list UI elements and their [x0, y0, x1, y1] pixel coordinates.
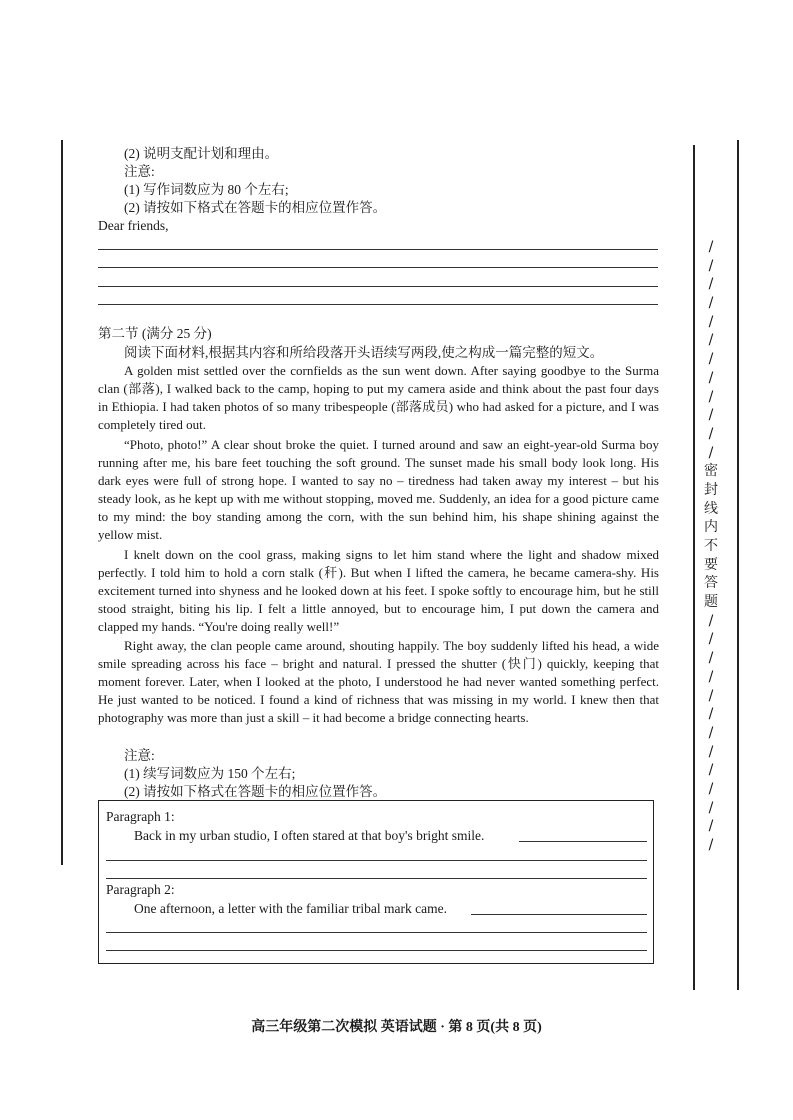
paragraph1-start: Back in my urban studio, I often stared at that boy's bright smile.: [134, 828, 485, 843]
binding-line-left: [693, 145, 695, 990]
seal-char: /: [708, 668, 714, 685]
seal-char: /: [708, 351, 714, 368]
seal-char: /: [708, 706, 714, 723]
seal-line-text: [701, 238, 721, 855]
seal-char: 不: [704, 538, 718, 554]
salutation: Dear friends,: [98, 218, 169, 233]
seal-char: 内: [704, 519, 718, 536]
section1-notes-label: 注意:: [124, 164, 155, 179]
paragraph1-label: Paragraph 1:: [106, 809, 175, 824]
writing-line: [98, 249, 658, 250]
story-paragraph-2: “Photo, photo!” A clear shout broke the quiet. I turned around and saw an eight-year-old Surma boy running after me, his bare feet touching the soft ground. The sunset made his small body look long. His dark eyes were full of strong hope. I wanted to say no – tiredness had taken away my interest – but his steady look, as he kept up with me without stopping, moved me. Suddenly, an idea for a good picture came to my mind: the boy standing among the corn, with the sun behind him, his shape shining against the yellow mist.: [98, 437, 659, 543]
answer-line: [106, 860, 647, 861]
seal-char: /: [708, 257, 714, 274]
section1-note1: (1) 写作词数应为 80 个左右;: [124, 182, 289, 197]
answer-line: [106, 932, 647, 933]
seal-char: /: [708, 407, 714, 424]
seal-char: /: [708, 313, 714, 330]
seal-char: 封: [704, 481, 718, 498]
section1-note2: (2) 请按如下格式在答题卡的相应位置作答。: [124, 200, 387, 215]
seal-char: /: [708, 444, 714, 461]
seal-char: /: [708, 295, 714, 312]
page-footer: 高三年级第二次模拟 英语试题 · 第 8 页(共 8 页): [251, 1020, 542, 1035]
answer-line: [519, 841, 647, 842]
seal-char: 要: [704, 556, 718, 573]
seal-char: /: [708, 780, 714, 797]
section1-item2: (2) 说明支配计划和理由。: [124, 146, 279, 161]
section2-notes-label: 注意:: [124, 748, 155, 763]
paragraph2-label: Paragraph 2:: [106, 882, 175, 897]
seal-char: /: [708, 724, 714, 741]
seal-char: 答: [704, 575, 718, 592]
seal-char: /: [708, 687, 714, 704]
seal-char: /: [708, 631, 714, 648]
seal-char: /: [708, 276, 714, 293]
answer-line: [106, 950, 647, 951]
story-paragraph-4: Right away, the clan people came around, shouting happily. The boy suddenly lifted his head, a wide smile spreading across his face – bright and natural. I pressed the shutter (快门) quickly, keeping that moment forever. Later, when I looked at the photo, I understood he had never wanted something perfect. He just wanted to be noticed. I found a kind of richness that was missing in my world. I knew then that photography was more than just a skill – it had become a bridge connecting hearts.: [98, 638, 659, 726]
story-paragraph-3: I knelt down on the cool grass, making signs to let him stand where the light and shadow mixed perfectly. I told him to hold a corn stalk (秆). But when I lifted the camera, he became camera-shy. His excitement turned into shyness and he looked down at his feet. I spoke softly to encourage him, but he still stood straight, biting his lip. I felt a little annoyed, but to encourage him, I put down the camera and clapped my hands. “You're doing really well!”: [98, 547, 659, 635]
story-paragraph-1: A golden mist settled over the cornfields as the sun went down. After saying goodbye to the Surma clan (部落), I walked back to the camp, hoping to put my camera aside and think about the past four days in Ethiopia. I had taken photos of so many tribespeople (部落成员) who had asked for a picture, and I was completely tired out.: [98, 363, 659, 433]
answer-box: [98, 800, 654, 964]
section2-instruction: 阅读下面材料,根据其内容和所给段落开头语续写两段,使之构成一篇完整的短文。: [124, 345, 604, 360]
seal-char: /: [708, 799, 714, 816]
answer-line: [471, 914, 647, 915]
section2-note2: (2) 请按如下格式在答题卡的相应位置作答。: [124, 784, 387, 799]
seal-char: 密: [704, 463, 718, 480]
paragraph2-start: One afternoon, a letter with the familiar tribal mark came.: [134, 901, 447, 916]
answer-line: [106, 878, 647, 879]
seal-char: /: [708, 369, 714, 386]
seal-char: /: [708, 239, 714, 255]
section2-heading: 第二节 (满分 25 分): [98, 326, 212, 341]
seal-char: /: [708, 332, 714, 349]
writing-line: [98, 304, 658, 305]
seal-char: 线: [704, 500, 718, 517]
seal-char: /: [708, 743, 714, 760]
seal-char: /: [708, 388, 714, 405]
seal-char: /: [708, 650, 714, 667]
writing-line: [98, 267, 658, 268]
seal-char: /: [708, 818, 714, 835]
seal-char: /: [708, 425, 714, 442]
section2-note1: (1) 续写词数应为 150 个左右;: [124, 766, 296, 781]
binding-line-right: [737, 140, 739, 990]
seal-char: /: [708, 612, 714, 629]
seal-char: 题: [704, 594, 718, 611]
writing-line: [98, 286, 658, 287]
left-margin-line: [61, 140, 63, 865]
seal-char: /: [708, 837, 714, 853]
seal-char: /: [708, 762, 714, 779]
